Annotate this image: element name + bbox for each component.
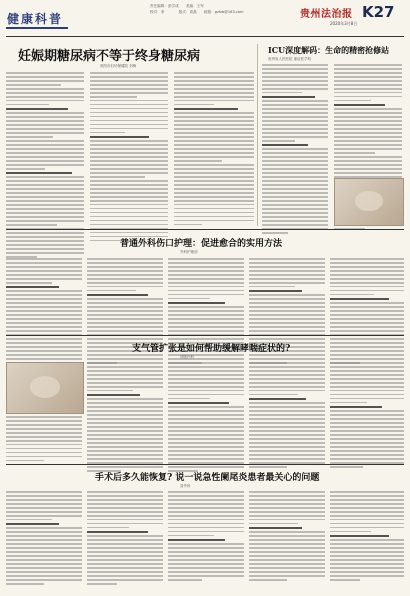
article-3-col-1 bbox=[6, 258, 82, 366]
newspaper-logo: 贵州法治报 bbox=[300, 9, 353, 20]
editor-info bbox=[150, 4, 300, 15]
article-2-byline: 贵州省人民医院 重症医学科 bbox=[268, 57, 312, 61]
issue-date: 2020年3月8日 bbox=[330, 21, 358, 26]
article-2-photo bbox=[334, 178, 404, 226]
article-5-col-5 bbox=[330, 491, 404, 583]
article-5-col-4 bbox=[249, 491, 325, 583]
section-rule-1 bbox=[6, 229, 404, 230]
section-title: 健康科普 bbox=[7, 12, 64, 26]
article-1-byline: 贵阳市妇幼保健院 刘梅 bbox=[100, 64, 137, 68]
article-2-title: ICU深度解码：生命的精密抢修站 bbox=[268, 45, 390, 55]
article-1-col-3 bbox=[174, 72, 254, 228]
article-1-title: 妊娠期糖尿病不等于终身糖尿病 bbox=[18, 49, 201, 64]
article-5-col-2 bbox=[87, 491, 163, 587]
article-4-col-2 bbox=[87, 362, 163, 474]
article-4-title: 支气管扩张是如何帮助缓解哮喘症状的? bbox=[132, 344, 291, 354]
article-4-col-3 bbox=[168, 362, 244, 474]
article-4-col-5 bbox=[330, 362, 404, 470]
section-underline bbox=[6, 27, 68, 29]
article-5-title: 手术后多久能恢复? 说一说急性阑尾炎患者最关心的问题 bbox=[95, 473, 320, 483]
article-4-col-4 bbox=[249, 362, 325, 470]
article-5-col-3 bbox=[168, 491, 244, 583]
article-1-col-2 bbox=[90, 72, 168, 244]
article-4-photo bbox=[6, 362, 84, 414]
page-header bbox=[0, 0, 410, 38]
section-rule-2 bbox=[6, 335, 404, 336]
article-2-col-1 bbox=[262, 64, 328, 236]
article-1-col-1 bbox=[6, 72, 84, 260]
column-divider bbox=[257, 44, 258, 226]
article-4-byline: 呼吸内科 bbox=[180, 355, 194, 359]
article-3-title: 普通外科伤口护理：促进愈合的实用方法 bbox=[120, 239, 283, 249]
article-4-col-1 bbox=[6, 416, 82, 464]
article-5-byline: 普外科 bbox=[180, 484, 191, 488]
editor-line-2: 校对：李 版式：周晶 邮箱：gzfzb@163.com bbox=[150, 9, 244, 14]
article-5-col-1 bbox=[6, 491, 82, 587]
header-rule bbox=[6, 36, 404, 37]
editor-line-1: 责任编辑：彭学成 美编：王军 bbox=[150, 4, 204, 8]
article-3-byline: 外科护理部 bbox=[180, 250, 198, 254]
page-number: K27 bbox=[362, 3, 395, 21]
section-rule-3 bbox=[6, 464, 404, 465]
article-3-col-5 bbox=[330, 258, 404, 366]
